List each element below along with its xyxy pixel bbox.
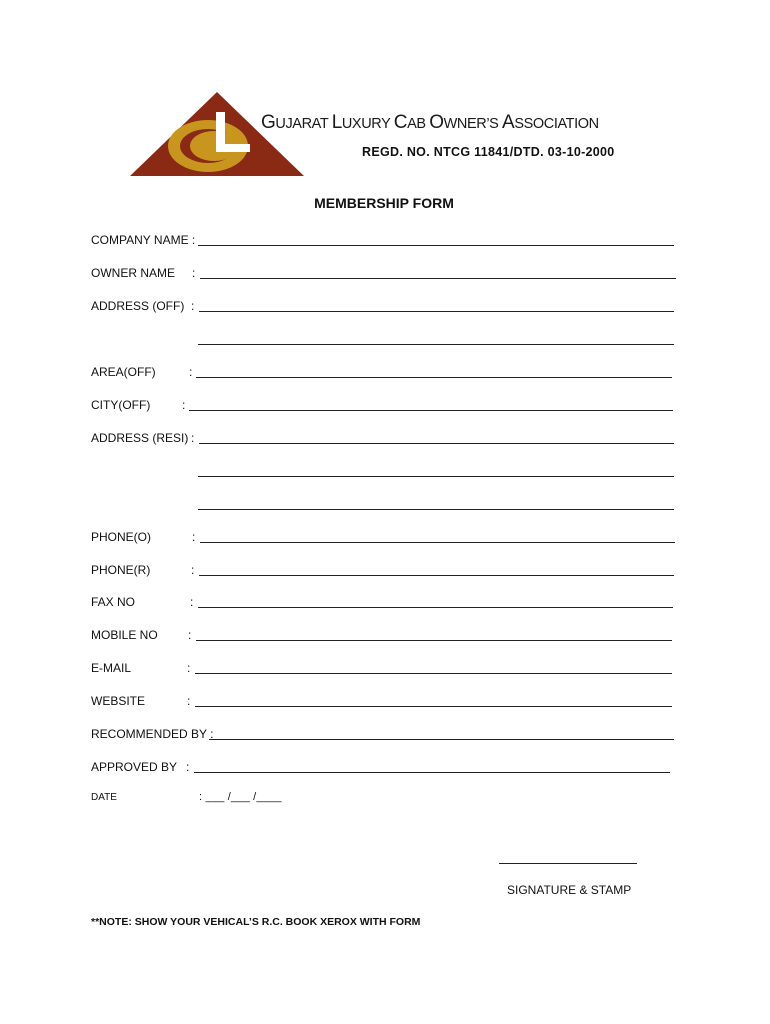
colon: : [187,694,191,708]
colon: : [182,398,186,412]
address-off-field-1[interactable] [199,311,674,312]
colon: : [190,595,194,609]
address-off-field-2[interactable] [198,344,674,345]
organization-name-part: WNER’S [443,116,503,132]
address-resi-field-3[interactable] [198,509,674,510]
date-label: DATE [91,792,117,803]
form-title: MEMBERSHIP FORM [314,195,454,211]
mobile-no-field[interactable] [196,640,672,641]
colon: : [189,365,193,379]
address-resi-label: ADDRESS (RESI) [91,431,189,445]
colon: : [192,530,196,544]
phone-r-label: PHONE(R) [91,563,151,577]
website-field[interactable] [195,706,672,707]
organization-name-part: UJARAT [275,116,332,132]
email-label: E-MAIL [91,661,132,675]
organization-name-part: SSOCIATION [514,116,599,132]
address-resi-field-1[interactable] [199,443,674,444]
organization-name-part: UXURY [341,116,394,132]
colon: : [186,760,190,774]
fax-no-field[interactable] [198,607,673,608]
email-field[interactable] [195,673,672,674]
city-off-label: CITY(OFF) [91,398,151,412]
address-resi-field-2[interactable] [198,476,674,477]
recommended-by-label: RECOMMENDED BY : [91,727,214,741]
phone-o-label: PHONE(O) [91,530,151,544]
organization-name-part: O [429,112,444,133]
colon: : [191,299,195,313]
address-off-label: ADDRESS (OFF) [91,299,185,313]
company-name-label: COMPANY NAME : [91,233,196,247]
city-off-field[interactable] [189,410,673,411]
colon: : [191,563,195,577]
phone-r-field[interactable] [199,575,674,576]
colon: : [191,431,195,445]
phone-o-field[interactable] [200,542,675,543]
website-label: WEBSITE [91,694,146,708]
note-text: **NOTE: SHOW YOUR VEHICAL’S R.C. BOOK XEROX WITH FORM [91,916,421,928]
organization-name-part: A [502,112,515,133]
approved-by-field[interactable] [194,772,670,773]
signature-label: SIGNATURE & STAMP [507,883,632,897]
organization-name-part: C [393,112,408,133]
area-off-label: AREA(OFF) [91,365,156,379]
company-name-field[interactable] [198,245,674,246]
recommended-by-field[interactable] [209,739,674,740]
organization-name [261,112,599,134]
association-logo [130,92,304,178]
owner-name-field[interactable] [200,278,676,279]
colon: : [192,266,196,280]
organization-name-part: AB [407,116,430,132]
signature-line[interactable] [499,863,637,864]
approved-by-label: APPROVED BY [91,760,178,774]
date-field[interactable]: : ___ /___ /____ [199,791,282,803]
organization-name-part: G [261,112,276,133]
registration-number: REGD. NO. NTCG 11841/DTD. 03-10-2000 [362,145,615,159]
mobile-no-label: MOBILE NO [91,628,158,642]
colon: : [187,661,191,675]
organization-name-part: L [331,112,342,133]
colon: : [188,628,192,642]
fax-no-label: FAX NO [91,595,136,609]
area-off-field[interactable] [196,377,672,378]
owner-name-label: OWNER NAME [91,266,175,280]
